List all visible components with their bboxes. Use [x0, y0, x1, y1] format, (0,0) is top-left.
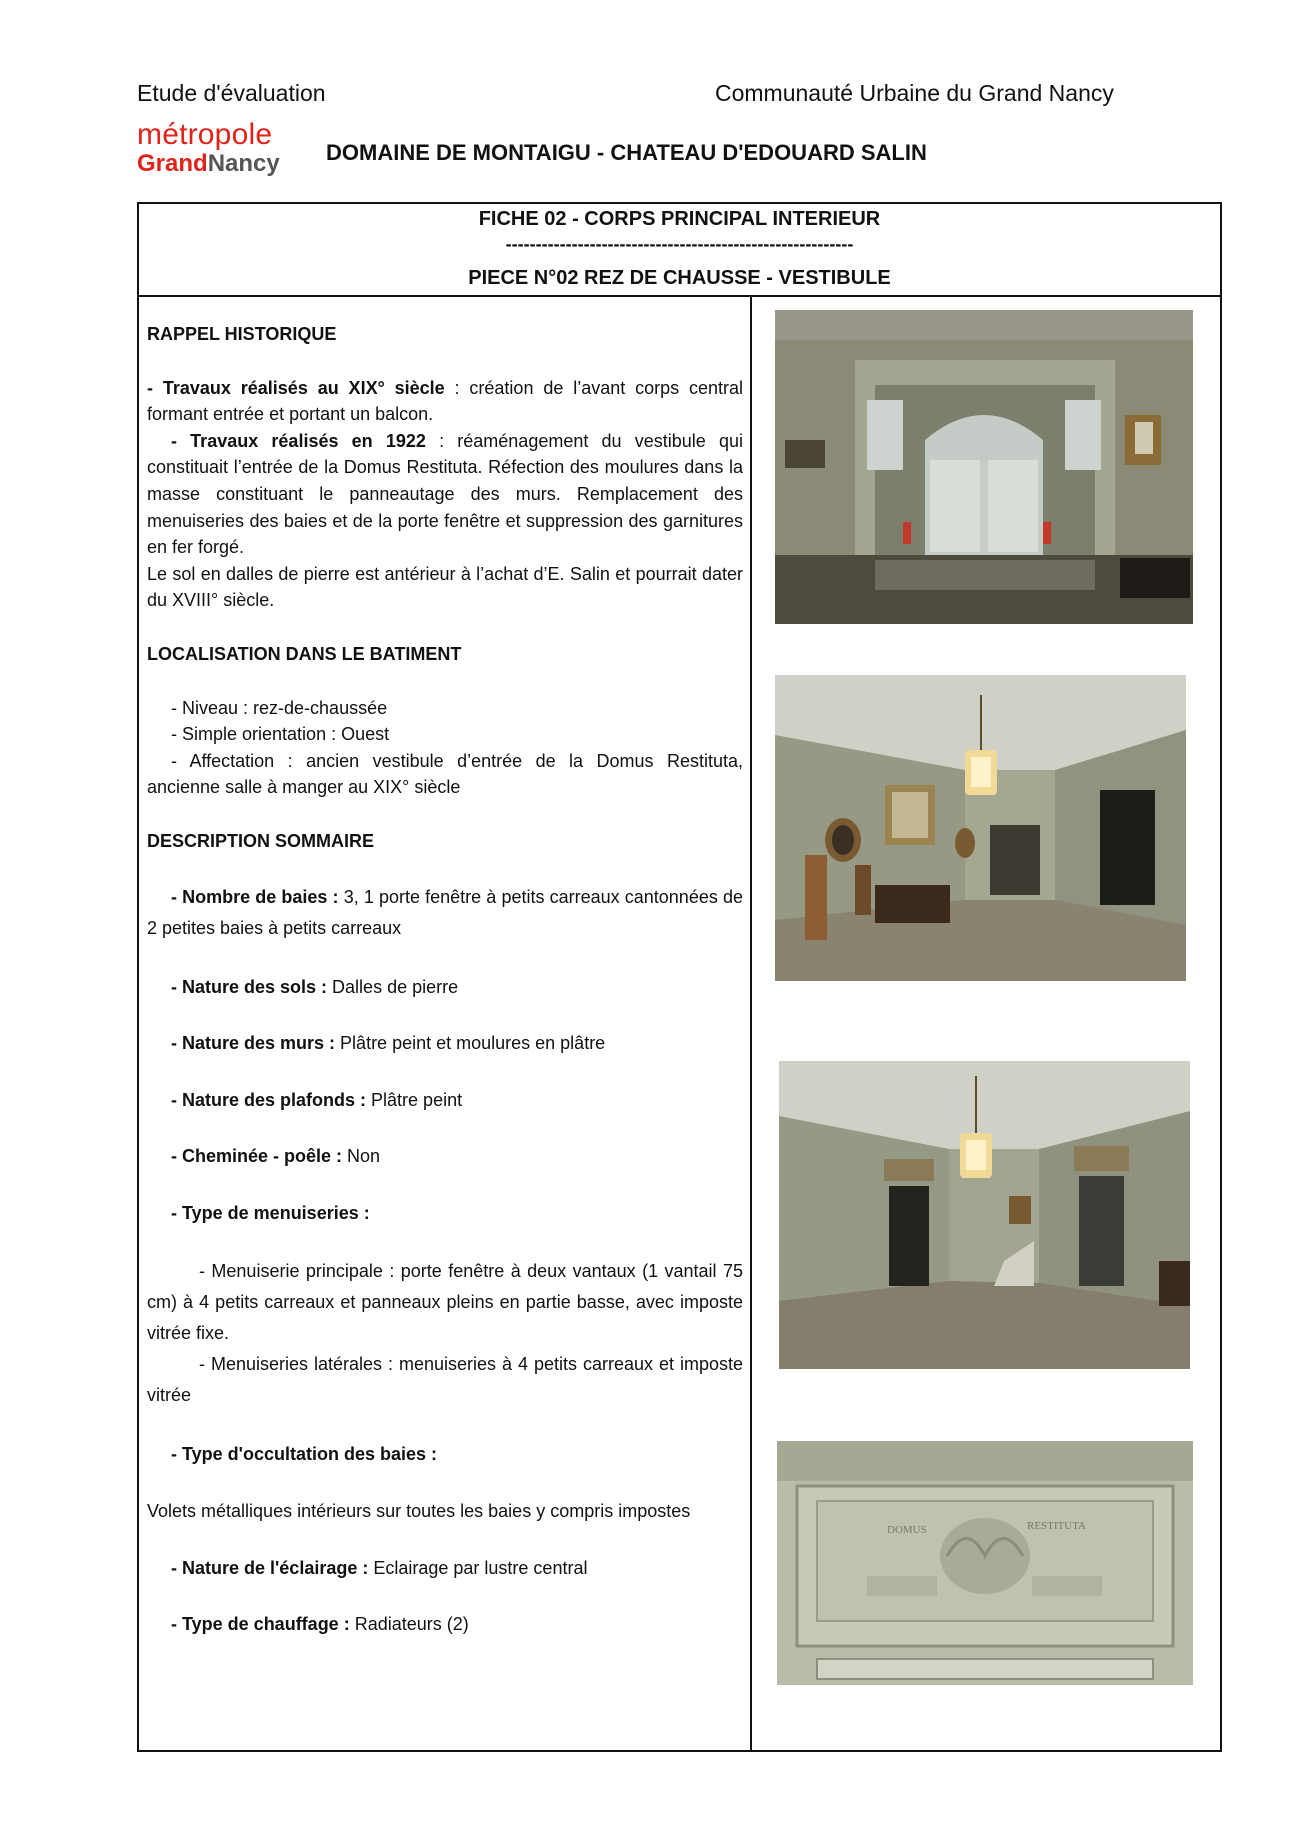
photo-domus-restituta-panel: [777, 1441, 1193, 1685]
sols-value: Dalles de pierre: [327, 976, 459, 997]
description-murs: [147, 1030, 743, 1057]
section-heading-localisation: LOCALISATION DANS LE BATIMENT: [147, 643, 462, 664]
localisation-item: - Simple orientation : Ouest: [171, 724, 390, 745]
rappel-p1-label: - Travaux réalisés au XIX° siècle: [147, 377, 445, 398]
description-sols: [147, 974, 743, 1001]
chauffage-value: Radiateurs (2): [349, 1614, 469, 1635]
cheminee-label: - Cheminée - poêle :: [171, 1146, 343, 1167]
description-eclairage: [147, 1555, 743, 1582]
text-column: [147, 321, 743, 1638]
header-right: Communauté Urbaine du Grand Nancy: [715, 80, 1114, 106]
fiche-separator: ----------------------------------------------------------: [505, 234, 854, 254]
localisation-item: - Affectation : ancien vestibule d’entrée de la Domus Restituta, ancienne salle à manger au XIX° siècle: [147, 750, 743, 798]
rappel-paragraph-1: [147, 375, 743, 428]
murs-value: Plâtre peint et moulures en plâtre: [335, 1033, 606, 1054]
plafonds-label: - Nature des plafonds :: [171, 1089, 367, 1110]
panel-text-domus: DOMUS: [887, 1524, 927, 1536]
description-occultation-value: Volets métalliques intérieurs sur toutes les baies y compris impostes: [147, 1501, 691, 1522]
eclairage-value: Eclairage par lustre central: [368, 1557, 588, 1578]
chauffage-label: - Type de chauffage :: [171, 1614, 350, 1635]
fiche-title-box: [139, 204, 1220, 297]
logo-line1: métropole: [137, 118, 273, 151]
description-menuiseries-label: - Type de menuiseries :: [171, 1202, 370, 1223]
menuiserie-principale: - Menuiserie principale : porte fenêtre à deux vantaux (1 vantail 75 cm) à 4 petits carreaux et panneaux pleins en partie basse, avec imposte vitrée fixe.: [147, 1261, 743, 1344]
panel-text-restituta: RESTITUTA: [1027, 1520, 1087, 1532]
localisation-item: - Niveau : rez-de-chaussée: [171, 697, 388, 718]
murs-label: - Nature des murs :: [171, 1033, 336, 1054]
metropole-logo: [137, 120, 280, 176]
description-chauffage: [147, 1611, 743, 1638]
header-left: Etude d'évaluation: [137, 80, 326, 106]
cheminee-value: Non: [342, 1146, 381, 1167]
plafonds-value: Plâtre peint: [366, 1089, 463, 1110]
logo-nancy: Nancy: [207, 150, 280, 177]
sols-label: - Nature des sols :: [171, 976, 328, 997]
column-divider: [750, 297, 752, 1750]
logo-line2: [137, 152, 280, 176]
description-occultation-label: - Type d'occultation des baies :: [171, 1444, 437, 1465]
fiche-subtitle: PIECE N°02 REZ DE CHAUSSE - VESTIBULE: [468, 267, 891, 289]
description-plafonds: [147, 1087, 743, 1114]
menuiseries-laterales: - Menuiseries latérales : menuiseries à 4 petits carreaux et imposte vitrée: [147, 1354, 743, 1406]
rappel-paragraph-3: Le sol en dalles de pierre est antérieur à l’achat d’E. Salin et pourrait dater du XVIII° siècle.: [147, 563, 743, 611]
photo-vestibule-chandelier: [775, 675, 1186, 981]
photo-vestibule-stair: [779, 1061, 1190, 1369]
logo-grand: Grand: [137, 150, 208, 177]
section-heading-rappel: RAPPEL HISTORIQUE: [147, 324, 337, 344]
fiche-title: FICHE 02 - CORPS PRINCIPAL INTERIEUR: [478, 208, 881, 230]
description-baies: [147, 882, 743, 944]
baies-label: - Nombre de baies :: [171, 886, 339, 907]
rappel-paragraph-2: [147, 428, 743, 561]
rappel-p1-text: : création de l’avant corps central formant entrée et portant un balcon.: [147, 377, 743, 425]
rappel-p2-text: : réaménagement du vestibule qui constituait l’entrée de la Domus Restituta. Réfection des moulures dans la masse constituant le panneautage des murs. Remplacement des menuiseries des baies et de la porte fenêtre et suppression des garnitures en fer forgé.: [147, 430, 744, 558]
section-heading-description: DESCRIPTION SOMMAIRE: [147, 830, 375, 851]
eclairage-label: - Nature de l'éclairage :: [171, 1557, 369, 1578]
rappel-p2-label: - Travaux réalisés en 1922: [171, 430, 426, 451]
description-cheminee: [147, 1143, 743, 1170]
photo-vestibule-entrance: [775, 310, 1193, 624]
baies-value: 3, 1 porte fenêtre à petits carreaux cantonnées de 2 petites baies à petits carreaux: [147, 886, 743, 938]
document-title: DOMAINE DE MONTAIGU - CHATEAU D'EDOUARD SALIN: [326, 140, 927, 165]
